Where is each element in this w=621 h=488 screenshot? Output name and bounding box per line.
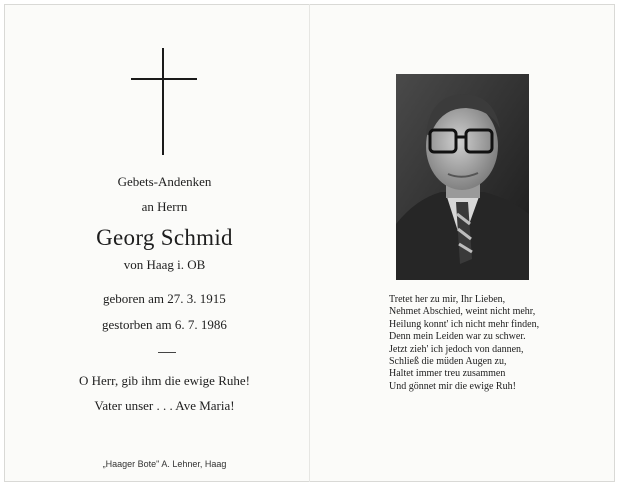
prayer-line: O Herr, gib ihm die ewige Ruhe! (79, 373, 250, 388)
divider (158, 352, 176, 353)
portrait-photo (396, 74, 529, 280)
poem-line: Jetzt zieh' ich jedoch von dannen, (389, 343, 524, 355)
portrait-image (396, 74, 529, 280)
memorial-intro: Gebets-Andenken (117, 174, 212, 189)
poem-line: Schließ die müden Augen zu, (389, 356, 507, 368)
printer-imprint: „Haager Bote" A. Lehner, Haag (102, 459, 227, 469)
hometown: von Haag i. OB (123, 257, 206, 272)
poem-line: Heilung konnt' ich nicht mehr finden, (389, 318, 540, 330)
poem-line: Und gönnet mir die ewige Ruh! (389, 380, 516, 392)
death-date: gestorben am 6. 7. 1986 (102, 317, 227, 332)
prayer-line: Vater unser . . . Ave Maria! (94, 398, 235, 413)
dedication-line: an Herrn (141, 199, 188, 214)
deceased-name: Georg Schmid (96, 225, 233, 250)
birth-date: geboren am 27. 3. 1915 (103, 291, 226, 306)
poem-line: Tretet her zu mir, Ihr Lieben, (389, 294, 506, 305)
poem-line: Nehmet Abschied, weint nicht mehr, (389, 306, 536, 318)
poem-line: Haltet immer treu zusammen (389, 368, 506, 380)
cross-icon (162, 48, 164, 155)
cross-icon-crossbar (131, 78, 197, 80)
farewell-poem (389, 294, 579, 393)
poem-line: Denn mein Leiden war zu schwer. (389, 331, 526, 343)
